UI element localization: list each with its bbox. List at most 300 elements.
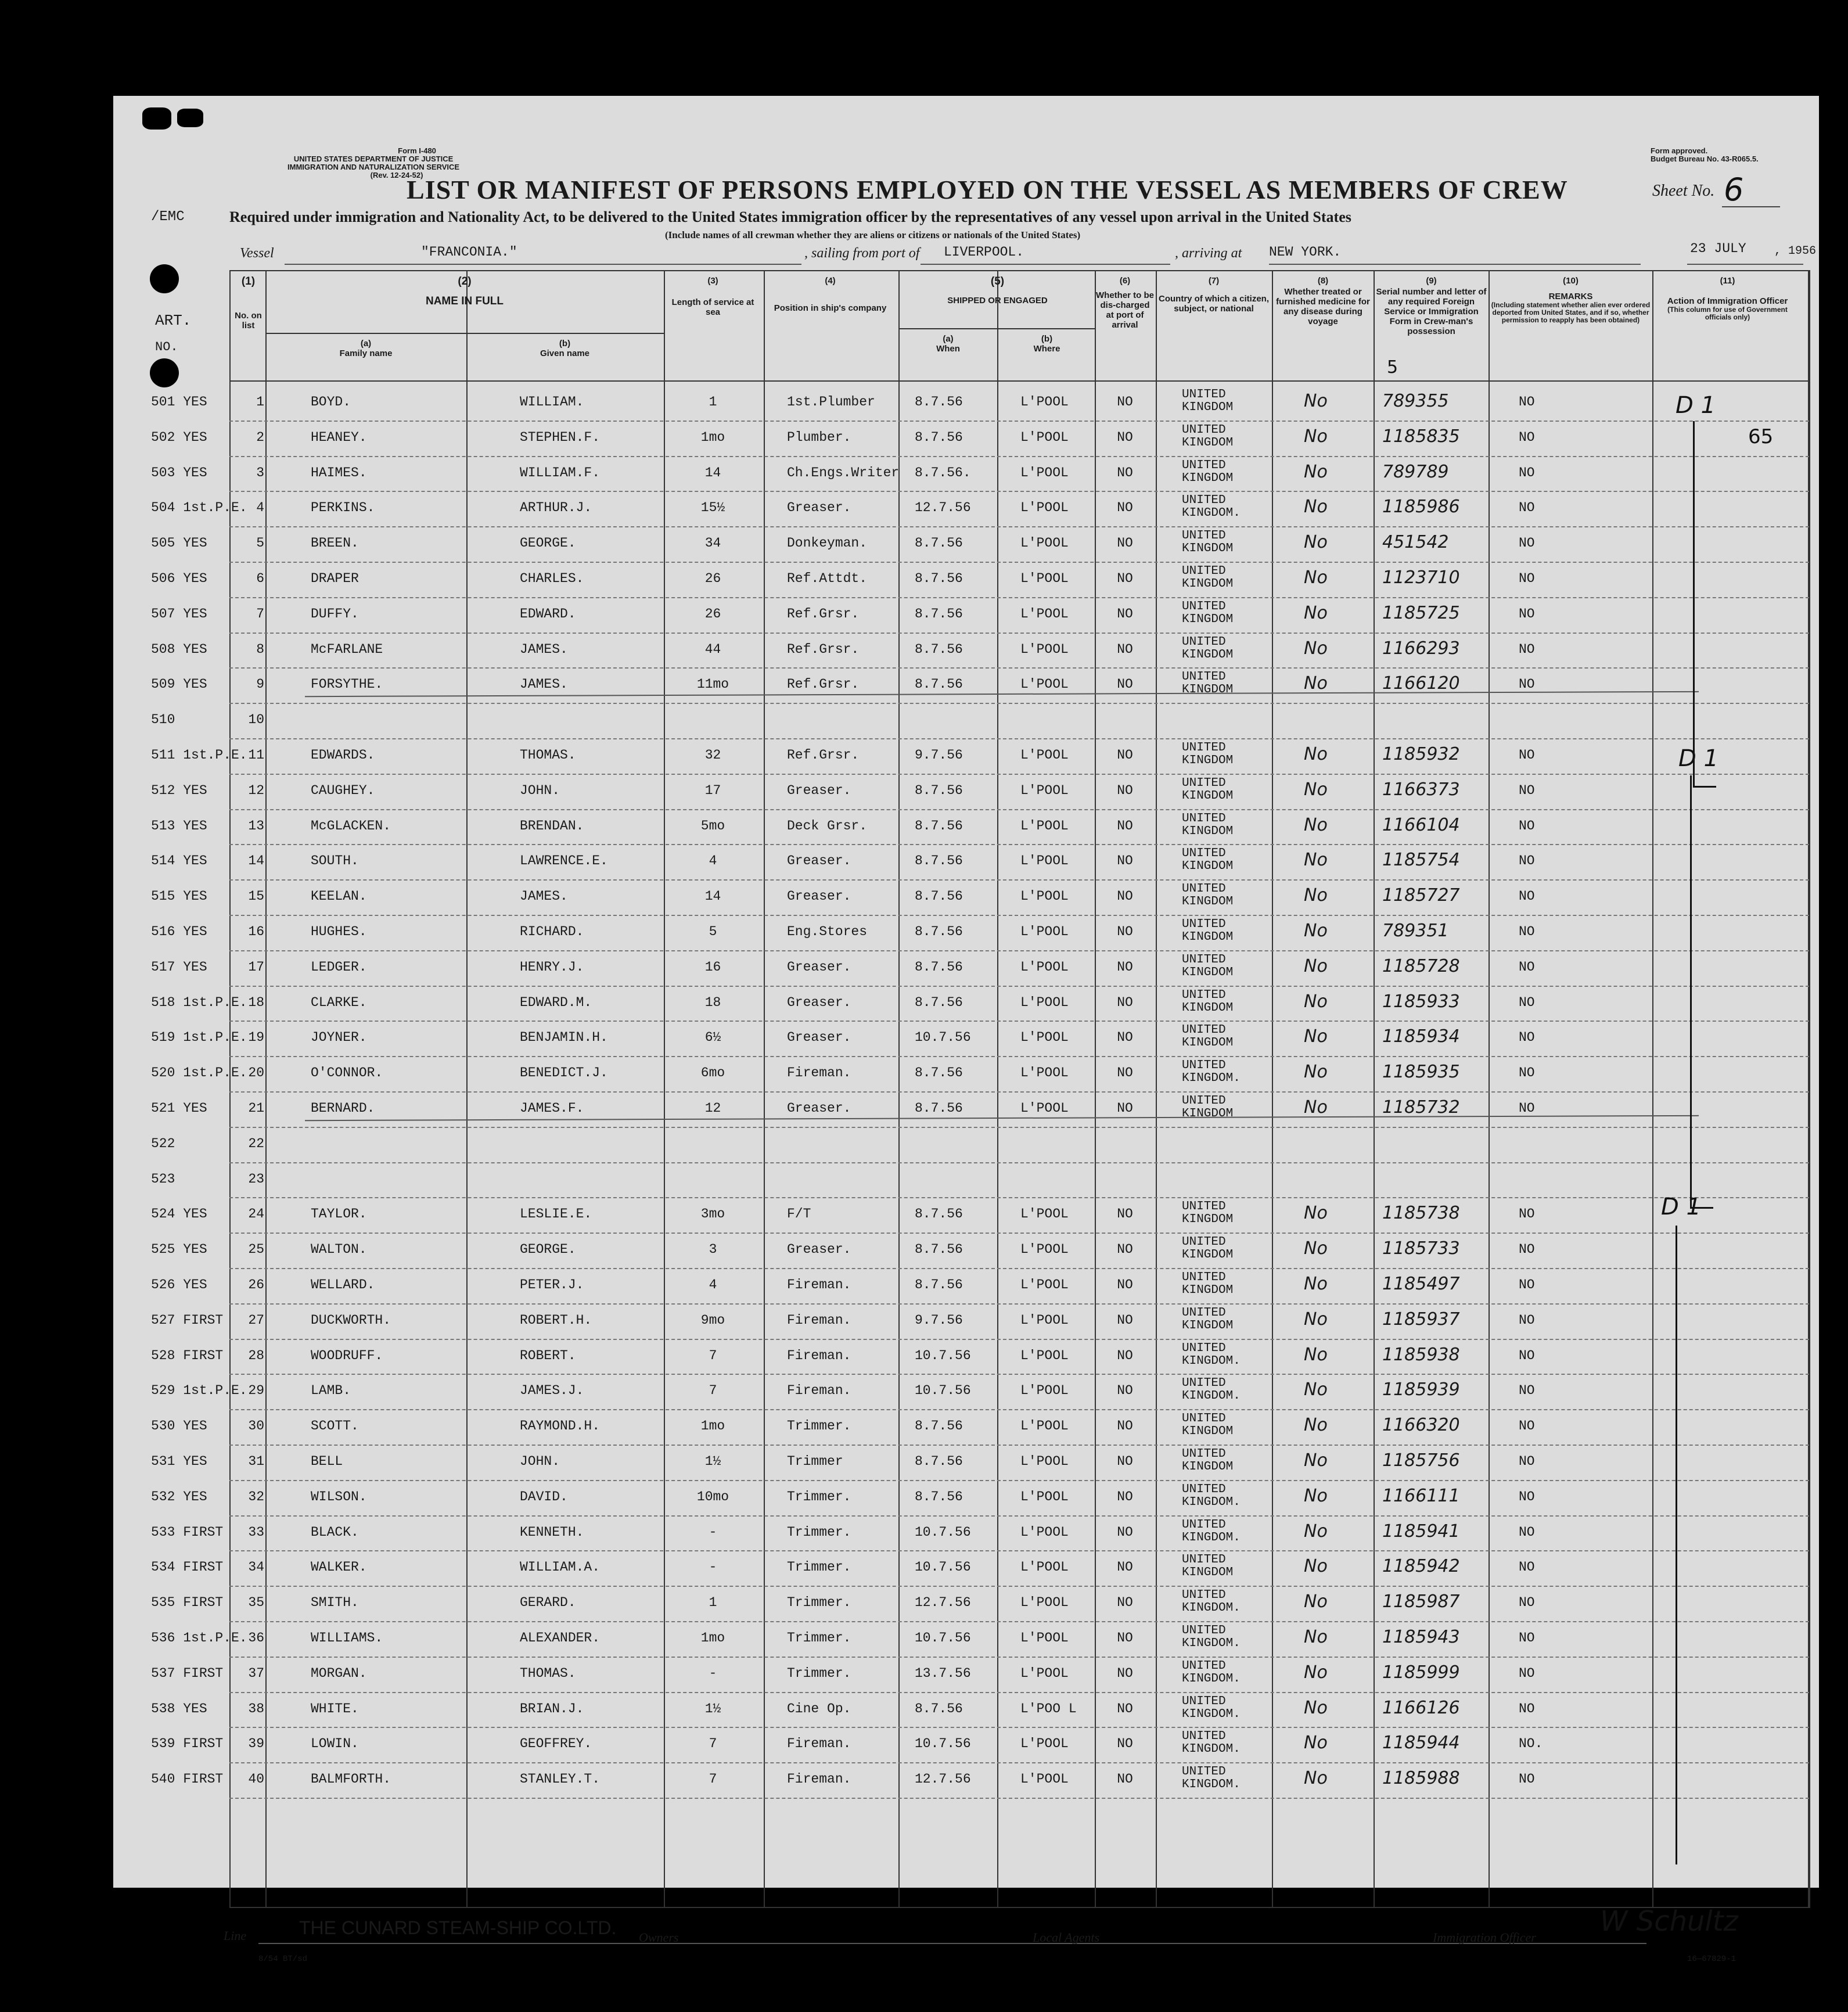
cell-country: UNITED KINGDOM. <box>1182 494 1241 520</box>
col10-header <box>1491 276 1651 324</box>
include-note: (Include names of all crewman whether they are aliens or citizens or nationals of the United States) <box>665 229 1081 240</box>
cell-given: EDWARD. <box>520 606 576 621</box>
cell-given: WILLIAM.A. <box>520 1560 601 1575</box>
print-code: 8/54 BT/sd <box>258 1954 308 1964</box>
cell-service: 11mo <box>696 677 729 692</box>
cell-serial: 789789 <box>1382 461 1449 482</box>
cell-medicine: No <box>1304 955 1328 976</box>
cell-no: 12 <box>248 782 264 798</box>
col11-sub: (This column for use of Government officials only) <box>1667 306 1788 321</box>
serial-top-note: 5 <box>1387 357 1398 378</box>
table-row <box>113 1587 1819 1622</box>
arriving-label: , arriving at <box>1175 246 1242 261</box>
cell-discharged: NO <box>1117 1630 1133 1645</box>
cell-given: JAMES. <box>520 677 568 692</box>
cell-no: 25 <box>248 1242 264 1258</box>
cell-no: 33 <box>248 1524 264 1540</box>
cell-family: WILLIAMS. <box>311 1630 383 1645</box>
cell-medicine: No <box>1304 991 1328 1012</box>
cell-position: Fireman. <box>787 1772 851 1787</box>
cell-family: SCOTT. <box>311 1418 359 1434</box>
cell-discharged: NO <box>1117 1348 1133 1363</box>
cell-where: L'POOL <box>1020 1277 1069 1292</box>
cell-where: L'POOL <box>1020 1736 1069 1752</box>
cell-service: 5mo <box>700 818 725 833</box>
cell-serial: 1185756 <box>1382 1450 1460 1471</box>
cell-position: Trimmer. <box>787 1524 851 1540</box>
cell-no: 23 <box>248 1171 264 1187</box>
cell-where: L'POOL <box>1020 1383 1069 1399</box>
cell-service: 14 <box>704 889 721 904</box>
cell-no: 26 <box>248 1277 264 1292</box>
cell-where: L'POOL <box>1020 536 1069 551</box>
cell-serial: 1185986 <box>1382 497 1460 518</box>
cell-position: Greaser. <box>787 1242 851 1258</box>
cell-position: Fireman. <box>787 1277 851 1292</box>
cell-when: 10.7.56 <box>915 1560 971 1575</box>
cell-remarks: NO <box>1519 818 1535 833</box>
cell-medicine: No <box>1304 532 1328 553</box>
cell-given: LESLIE.E. <box>520 1206 592 1222</box>
cell-no: 18 <box>248 994 264 1010</box>
date-underline <box>1687 264 1803 265</box>
cell-no: 3 <box>256 465 264 480</box>
cell-remarks: NO <box>1519 782 1535 798</box>
cell-country: UNITED KINGDOM. <box>1182 1659 1241 1686</box>
table-row <box>113 634 1819 669</box>
cell-serial: 1185733 <box>1382 1238 1460 1259</box>
cell-when: 10.7.56 <box>915 1524 971 1540</box>
cell-serial: 1185935 <box>1382 1062 1460 1083</box>
cell-remarks: NO <box>1519 571 1535 586</box>
cell-discharged: NO <box>1117 782 1133 798</box>
cell-position: Fireman. <box>787 1312 851 1328</box>
table-row <box>113 1234 1819 1269</box>
cell-family: BOYD. <box>311 394 351 409</box>
cell-position: Greaser. <box>787 994 851 1010</box>
col11-num: (11) <box>1720 276 1735 286</box>
cell-where: L'POOL <box>1020 1312 1069 1328</box>
cell-given: JAMES.F. <box>520 1101 584 1116</box>
cell-service: 3 <box>709 1242 717 1258</box>
cell-medicine: No <box>1304 1733 1328 1754</box>
col4-num: (4) <box>825 276 836 286</box>
cell-position: Donkeyman. <box>787 536 868 551</box>
service: IMMIGRATION AND NATURALIZATION SERVICE <box>287 163 460 171</box>
revision: (Rev. 12-24-52) <box>370 171 423 179</box>
cell-country: UNITED KINGDOM <box>1182 635 1234 662</box>
cell-position: Greaser. <box>787 853 851 869</box>
col5a-num: (a) <box>943 334 954 344</box>
cell-serial: 1185941 <box>1382 1521 1460 1542</box>
table-row <box>113 704 1819 739</box>
cell-when: 8.7.56 <box>915 1206 963 1222</box>
cell-country: UNITED KINGDOM <box>1182 882 1234 909</box>
cell-where: L'POOL <box>1020 818 1069 833</box>
cell-family: CLARKE. <box>311 994 367 1010</box>
table-row <box>113 1340 1819 1375</box>
col2-text: NAME IN FULL <box>425 295 504 307</box>
cell-serial: 1185932 <box>1382 744 1460 764</box>
art-no-label: NO. <box>155 340 178 354</box>
cell-medicine: No <box>1304 1485 1328 1506</box>
art-number: 511 1st.P.E. <box>151 748 247 763</box>
cell-when: 8.7.56 <box>915 429 963 445</box>
cell-service: 32 <box>704 748 721 763</box>
art-number: 536 1st.P.E. <box>151 1630 247 1645</box>
manifest-sheet <box>113 96 1819 1964</box>
cell-position: Ref.Grsr. <box>787 748 860 763</box>
company-name: THE CUNARD STEAM-SHIP CO.LTD. <box>299 1917 617 1938</box>
art-number: 525 YES <box>151 1242 207 1258</box>
cell-when: 8.7.56 <box>915 889 963 904</box>
cell-medicine: No <box>1304 1450 1328 1471</box>
art-number: 515 YES <box>151 889 207 904</box>
cell-remarks: NO <box>1519 1030 1535 1045</box>
table-row <box>113 1269 1819 1305</box>
art-number: 539 FIRST <box>151 1736 224 1752</box>
cell-medicine: No <box>1304 1344 1328 1365</box>
table-row <box>113 1658 1819 1693</box>
cell-given: THOMAS. <box>520 748 576 763</box>
cell-no: 36 <box>248 1630 264 1645</box>
cell-country: UNITED KINGDOM <box>1182 1094 1234 1120</box>
cell-service: 1mo <box>700 429 725 445</box>
cell-when: 8.7.56 <box>915 1701 963 1716</box>
cell-given: JAMES. <box>520 641 568 657</box>
table-row <box>113 492 1819 527</box>
table-row <box>113 1198 1819 1234</box>
cell-where: L'POO L <box>1020 1701 1077 1716</box>
vessel-underline <box>285 264 801 265</box>
cell-serial: 1166120 <box>1382 673 1460 694</box>
cell-given: RAYMOND.H. <box>520 1418 601 1434</box>
art-number: 524 YES <box>151 1206 207 1222</box>
table-row <box>113 1693 1819 1729</box>
cell-discharged: NO <box>1117 1418 1133 1434</box>
cell-when: 8.7.56 <box>915 1101 963 1116</box>
cell-family: HUGHES. <box>311 924 367 939</box>
cell-when: 8.7.56 <box>915 536 963 551</box>
art-number: 518 1st.P.E. <box>151 994 247 1010</box>
cell-position: Trimmer. <box>787 1560 851 1575</box>
table-row <box>113 1093 1819 1128</box>
cell-remarks: NO <box>1519 1772 1535 1787</box>
cell-discharged: NO <box>1117 606 1133 621</box>
margin-code: /EMC <box>151 209 185 225</box>
line-label: Line <box>224 1928 247 1943</box>
cell-position: Greaser. <box>787 500 851 516</box>
col7-num: (7) <box>1208 276 1220 286</box>
cell-family: HEANEY. <box>311 429 367 445</box>
cell-position: Cine Op. <box>787 1701 851 1716</box>
cell-position: Fireman. <box>787 1736 851 1752</box>
cell-no: 37 <box>248 1665 264 1681</box>
cell-service: 12 <box>704 1101 721 1116</box>
cell-service: 3mo <box>700 1206 725 1222</box>
cell-serial: 1185987 <box>1382 1591 1460 1612</box>
cell-given: WILLIAM.F. <box>520 465 601 480</box>
art-number: 506 YES <box>151 571 207 586</box>
cell-family: WELLARD. <box>311 1277 375 1292</box>
cell-remarks: NO <box>1519 606 1535 621</box>
cell-when: 8.7.56 <box>915 394 963 409</box>
vessel-label: Vessel <box>240 246 274 261</box>
cell-service: 1½ <box>704 1701 721 1716</box>
cell-no: 40 <box>248 1772 264 1787</box>
table-row <box>113 527 1819 563</box>
art-number: 513 YES <box>151 818 207 833</box>
art-number: 533 FIRST <box>151 1524 224 1540</box>
cell-service: 1mo <box>700 1630 725 1645</box>
cell-position: Trimmer. <box>787 1418 851 1434</box>
cell-medicine: No <box>1304 1026 1328 1047</box>
art-number: 517 YES <box>151 959 207 975</box>
cell-remarks: NO <box>1519 1312 1535 1328</box>
cell-country: UNITED KINGDOM <box>1182 565 1234 591</box>
port-from: LIVERPOOL. <box>944 245 1024 260</box>
col7-text: Country of which a citizen, subject, or national <box>1159 294 1270 314</box>
cell-remarks: NO <box>1519 394 1535 409</box>
cell-position: Greaser. <box>787 782 851 798</box>
table-row <box>113 1163 1819 1199</box>
cell-medicine: No <box>1304 1238 1328 1259</box>
cell-country: UNITED KINGDOM. <box>1182 1059 1241 1086</box>
cell-no: 21 <box>248 1101 264 1116</box>
cell-service: 16 <box>704 959 721 975</box>
cell-no: 2 <box>256 429 264 445</box>
art-number: 521 YES <box>151 1101 207 1116</box>
cell-serial: 1185934 <box>1382 1026 1460 1047</box>
col9-text: Serial number and letter of any required Foreign Service or Immigration Form in Crew-man's possession <box>1376 287 1487 336</box>
cell-family: LEDGER. <box>311 959 367 975</box>
col5b-header <box>999 334 1095 354</box>
cell-medicine: No <box>1304 1379 1328 1400</box>
cell-family: MORGAN. <box>311 1665 367 1681</box>
cell-given: GERARD. <box>520 1595 576 1611</box>
cell-medicine: No <box>1304 391 1328 411</box>
cell-no: 14 <box>248 853 264 869</box>
cell-family: McGLACKEN. <box>311 818 391 833</box>
cell-when: 9.7.56 <box>915 1312 963 1328</box>
col3-header <box>665 276 761 317</box>
col5-text: SHIPPED OR ENGAGED <box>947 296 1048 306</box>
art-number: 538 YES <box>151 1701 207 1716</box>
cell-when: 8.7.56 <box>915 1418 963 1434</box>
cell-country: UNITED KINGDOM <box>1182 1306 1234 1332</box>
cell-position: Plumber. <box>787 429 851 445</box>
cell-remarks: NO <box>1519 1454 1535 1469</box>
cell-given: BENEDICT.J. <box>520 1065 608 1081</box>
cell-when: 10.7.56 <box>915 1030 971 1045</box>
table-row <box>113 1728 1819 1763</box>
cell-country: UNITED KINGDOM. <box>1182 1694 1241 1721</box>
cell-remarks: NO <box>1519 994 1535 1010</box>
cell-medicine: No <box>1304 1768 1328 1789</box>
page-title: LIST OR MANIFEST OF PERSONS EMPLOYED ON THE VESSEL AS MEMBERS OF CREW <box>407 175 1568 204</box>
cell-where: L'POOL <box>1020 1418 1069 1434</box>
cell-serial: 1185999 <box>1382 1662 1460 1683</box>
cell-serial: 1166320 <box>1382 1415 1460 1436</box>
approval-block <box>1651 147 1759 163</box>
department: UNITED STATES DEPARTMENT OF JUSTICE <box>293 155 454 163</box>
cell-medicine: No <box>1304 779 1328 800</box>
cell-when: 8.7.56 <box>915 1454 963 1469</box>
art-number: 503 YES <box>151 465 207 480</box>
table-row <box>113 598 1819 634</box>
cell-where: L'POOL <box>1020 1101 1069 1116</box>
cell-serial: 1185754 <box>1382 850 1460 871</box>
cell-serial: 1185728 <box>1382 955 1460 976</box>
cell-given: GEORGE. <box>520 536 576 551</box>
cell-given: THOMAS. <box>520 1665 576 1681</box>
cell-discharged: NO <box>1117 1101 1133 1116</box>
cell-no: 19 <box>248 1030 264 1045</box>
cell-service: 7 <box>709 1348 717 1363</box>
cell-remarks: NO <box>1519 889 1535 904</box>
subheader-rule <box>898 328 1095 329</box>
cell-where: L'POOL <box>1020 641 1069 657</box>
cell-country: UNITED KINGDOM <box>1182 918 1234 944</box>
col6-text: Whether to be dis-charged at port of arrival <box>1096 290 1154 330</box>
cell-discharged: NO <box>1117 994 1133 1010</box>
cell-medicine: No <box>1304 497 1328 518</box>
sheet-underline <box>1722 206 1780 207</box>
art-number: 501 YES <box>151 394 207 409</box>
cell-when: 10.7.56 <box>915 1630 971 1645</box>
cell-position: Deck Grsr. <box>787 818 868 833</box>
cell-medicine: No <box>1304 1274 1328 1294</box>
cell-family: DUCKWORTH. <box>311 1312 391 1328</box>
cell-country: UNITED KINGDOM. <box>1182 1377 1241 1403</box>
cell-discharged: NO <box>1117 677 1133 692</box>
art-number: 514 YES <box>151 853 207 869</box>
cell-where: L'POOL <box>1020 677 1069 692</box>
subheader-rule <box>265 333 664 334</box>
art-number: 537 FIRST <box>151 1665 224 1681</box>
cell-when: 8.7.56 <box>915 1065 963 1081</box>
cell-remarks: NO <box>1519 1101 1535 1116</box>
cell-where: L'POOL <box>1020 429 1069 445</box>
col3-text: Length of service at sea <box>671 297 754 317</box>
art-number: 520 1st.P.E. <box>151 1065 247 1081</box>
cell-medicine: No <box>1304 673 1328 694</box>
cell-serial: 1185732 <box>1382 1097 1460 1118</box>
cell-where: L'POOL <box>1020 465 1069 480</box>
table-row <box>113 1022 1819 1057</box>
cell-where: L'POOL <box>1020 1348 1069 1363</box>
cell-country: UNITED KINGDOM <box>1182 599 1234 626</box>
gpo-code: 16—67829-1 <box>1687 1954 1736 1964</box>
cell-given: GEOFFREY. <box>520 1736 592 1752</box>
col6-num: (6) <box>1119 276 1131 286</box>
col11-header <box>1653 276 1802 321</box>
cell-remarks: NO <box>1519 1065 1535 1081</box>
cell-given: JOHN. <box>520 1454 560 1469</box>
cell-medicine: No <box>1304 1521 1328 1542</box>
cell-when: 10.7.56 <box>915 1348 971 1363</box>
cell-position: Greaser. <box>787 959 851 975</box>
cell-where: L'POOL <box>1020 959 1069 975</box>
cell-given: JOHN. <box>520 782 560 798</box>
cell-family: SOUTH. <box>311 853 359 869</box>
col2b-text: Given name <box>540 348 590 358</box>
cell-no: 24 <box>248 1206 264 1222</box>
col4-header <box>765 276 896 313</box>
cell-family: KEELAN. <box>311 889 367 904</box>
col5b-num: (b) <box>1041 334 1053 344</box>
action-bracket <box>1676 1226 1677 1864</box>
cell-no: 1 <box>256 394 264 409</box>
cell-no: 16 <box>248 924 264 939</box>
cell-country: UNITED KINGDOM <box>1182 529 1234 556</box>
col2a-num: (a) <box>360 339 372 348</box>
cell-no: 7 <box>256 606 264 621</box>
col10-num: (10) <box>1563 276 1579 286</box>
art-number: 519 1st.P.E. <box>151 1030 247 1045</box>
cell-discharged: NO <box>1117 1701 1133 1716</box>
cell-serial: 1166111 <box>1382 1485 1460 1506</box>
cell-where: L'POOL <box>1020 853 1069 869</box>
cell-when: 9.7.56 <box>915 748 963 763</box>
cell-where: L'POOL <box>1020 924 1069 939</box>
col3-num: (3) <box>707 276 718 286</box>
cell-discharged: NO <box>1117 1736 1133 1752</box>
art-number: 502 YES <box>151 429 207 445</box>
cell-where: L'POOL <box>1020 1772 1069 1787</box>
cell-medicine: No <box>1304 461 1328 482</box>
cell-service: - <box>709 1524 717 1540</box>
cell-remarks: NO <box>1519 924 1535 939</box>
cell-discharged: NO <box>1117 1595 1133 1611</box>
col10-text: REMARKS <box>1548 292 1593 301</box>
ink-blot <box>177 109 203 127</box>
art-number: 540 FIRST <box>151 1772 224 1787</box>
cell-remarks: NO <box>1519 677 1535 692</box>
cell-family: LAMB. <box>311 1383 351 1399</box>
cell-medicine: No <box>1304 814 1328 835</box>
art-number: 534 FIRST <box>151 1560 224 1575</box>
table-row <box>113 1446 1819 1481</box>
cell-where: L'POOL <box>1020 1489 1069 1504</box>
art-number: 531 YES <box>151 1454 207 1469</box>
cell-no: 13 <box>248 818 264 833</box>
cell-serial: 1185497 <box>1382 1274 1460 1294</box>
cell-remarks: NO <box>1519 536 1535 551</box>
table-row <box>113 951 1819 987</box>
cell-service: 14 <box>704 465 721 480</box>
table-row <box>113 881 1819 916</box>
cell-medicine: No <box>1304 567 1328 588</box>
officer-signature: W Schultz <box>1600 1905 1738 1938</box>
table-row <box>113 386 1819 422</box>
cell-position: Ch.Engs.Writer <box>787 465 900 480</box>
port-to-underline <box>1269 264 1641 265</box>
table-row <box>113 1128 1819 1163</box>
cell-country: UNITED KINGDOM <box>1182 811 1234 838</box>
cell-position: Ref.Attdt. <box>787 571 868 586</box>
col2-num: (2) <box>458 275 472 288</box>
budget-bureau: Budget Bureau No. 43-R065.5. <box>1651 155 1759 163</box>
cell-no: 29 <box>248 1383 264 1399</box>
cell-family: WALKER. <box>311 1560 367 1575</box>
cell-no: 20 <box>248 1065 264 1081</box>
cell-where: L'POOL <box>1020 748 1069 763</box>
col9-num: (9) <box>1426 276 1437 286</box>
col1-header <box>232 276 264 330</box>
table-row <box>113 1763 1819 1799</box>
cell-service: 5 <box>709 924 717 939</box>
